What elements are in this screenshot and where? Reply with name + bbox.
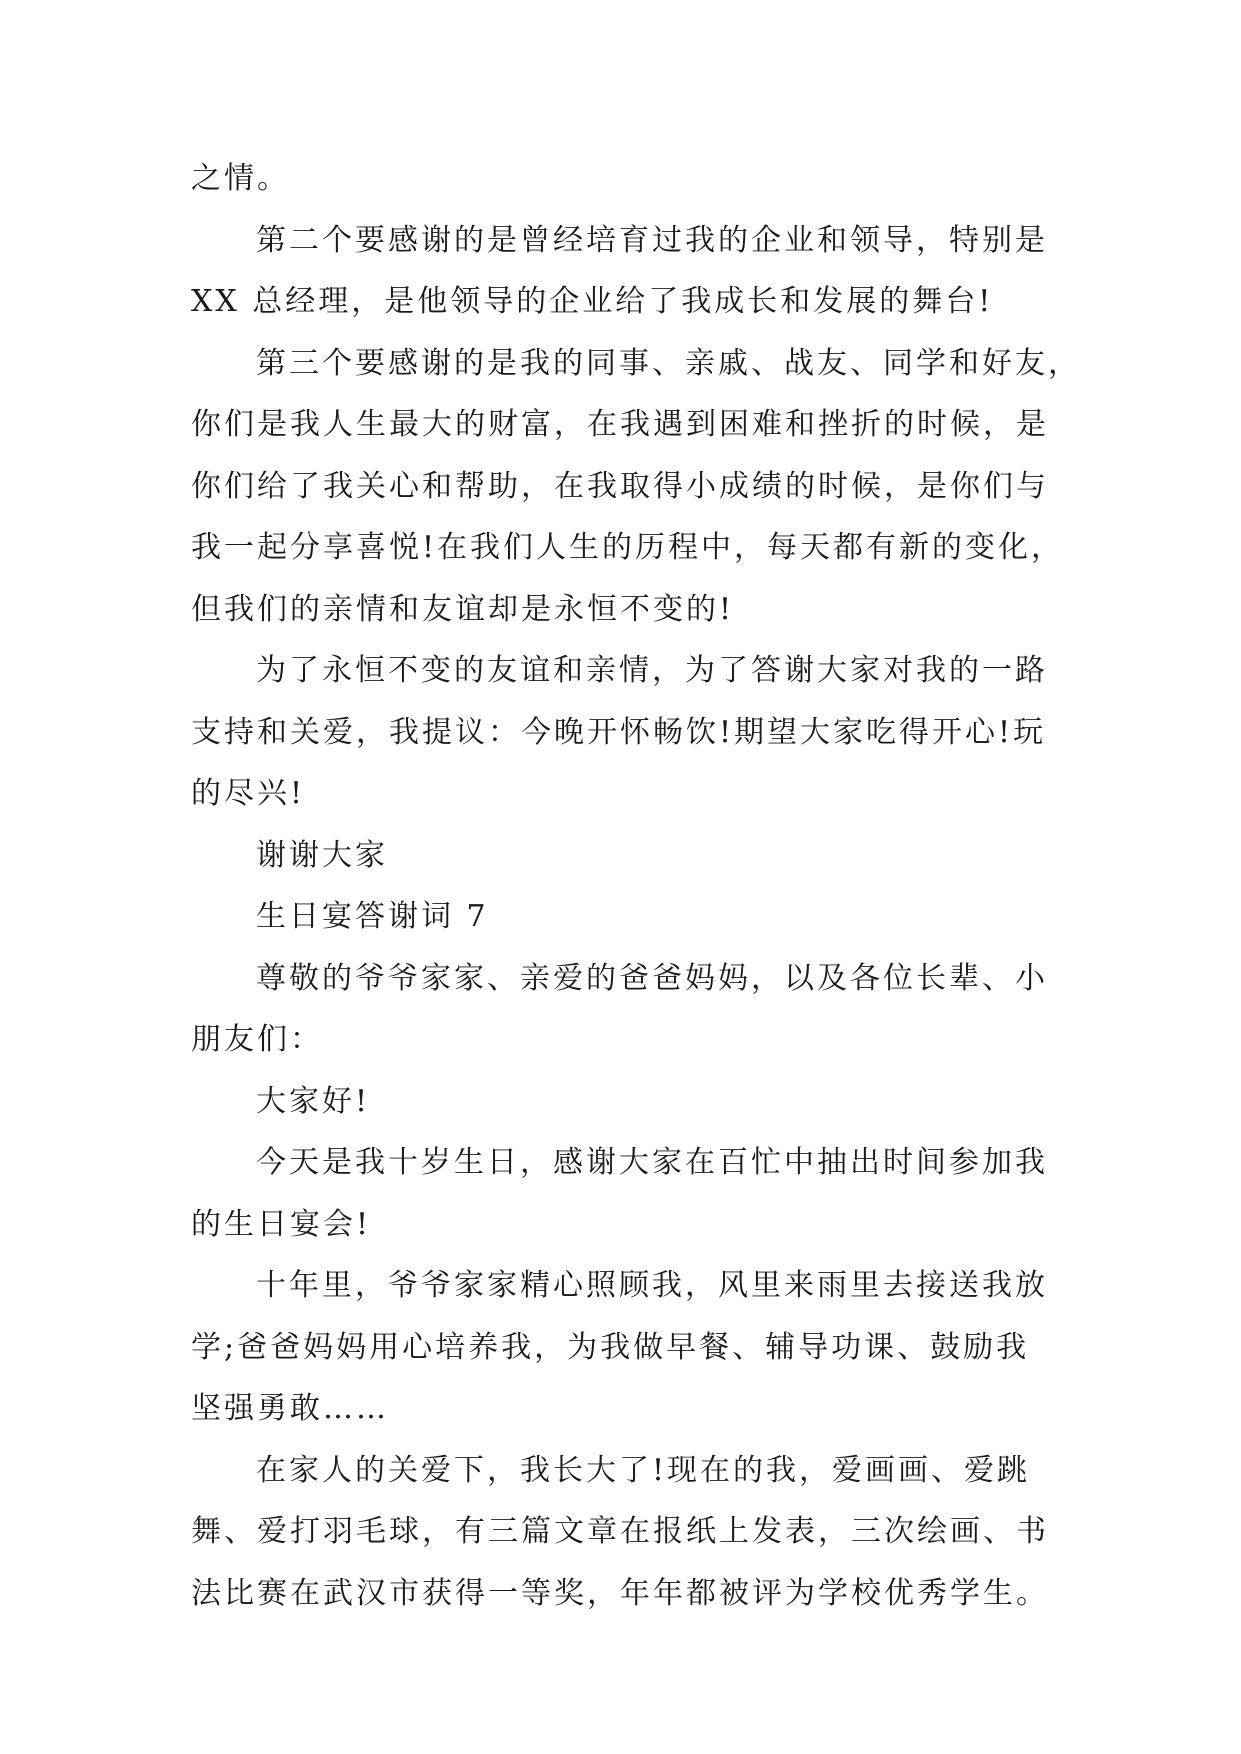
text-line: 谢谢大家 xyxy=(256,837,388,873)
text-line: 支持和关爱，我提议：今晚开怀畅饮!期望大家吃得开心!玩 xyxy=(191,714,1047,750)
text-line: XX 总经理，是他领导的企业给了我成长和发展的舞台! xyxy=(191,284,994,319)
section-heading: 生日宴答谢词 7 xyxy=(256,899,489,934)
text-line: 但我们的亲情和友谊却是永恒不变的! xyxy=(191,591,735,627)
text-line: 法比赛在武汉市获得一等奖，年年都被评为学校优秀学生。 xyxy=(191,1575,1049,1611)
text-line: 之情。 xyxy=(191,161,290,196)
text-line: 你们是我人生最大的财富，在我遇到困难和挫折的时候，是 xyxy=(191,407,1049,442)
text-line: 第三个要感谢的是我的同事、亲戚、战友、同学和好友， xyxy=(256,345,1081,381)
text-line: 十年里，爷爷家家精心照顾我，风里来雨里去接送我放 xyxy=(256,1268,1048,1303)
text-line: 坚强勇敢…… xyxy=(191,1391,389,1426)
text-line: 第二个要感谢的是曾经培育过我的企业和领导，特别是 xyxy=(256,222,1048,258)
text-line: 你们给了我关心和帮助，在我取得小成绩的时候，是你们与 xyxy=(191,468,1049,504)
text-line: 今天是我十岁生日，感谢大家在百忙中抽出时间参加我 xyxy=(256,1145,1048,1180)
text-line: 舞、爱打羽毛球，有三篇文章在报纸上发表，三次绘画、书 xyxy=(191,1514,1049,1549)
text-line: 尊敬的爷爷家家、亲爱的爸爸妈妈，以及各位长辈、小 xyxy=(256,960,1048,996)
text-line: 为了永恒不变的友谊和亲情，为了答谢大家对我的一路 xyxy=(256,653,1048,688)
text-line: 朋友们： xyxy=(191,1022,323,1057)
document-body xyxy=(191,148,1081,1624)
text-line: 我一起分享喜悦!在我们人生的历程中，每天都有新的变化， xyxy=(191,530,1065,565)
text-line: 的尽兴! xyxy=(191,776,306,811)
text-line: 在家人的关爱下，我长大了!现在的我，爱画画、爱跳 xyxy=(256,1452,1031,1488)
text-line: 学;爸爸妈妈用心培养我，为我做早餐、辅导功课、鼓励我 xyxy=(191,1329,1030,1365)
text-line: 大家好! xyxy=(256,1083,371,1119)
text-line: 的生日宴会! xyxy=(191,1206,372,1242)
